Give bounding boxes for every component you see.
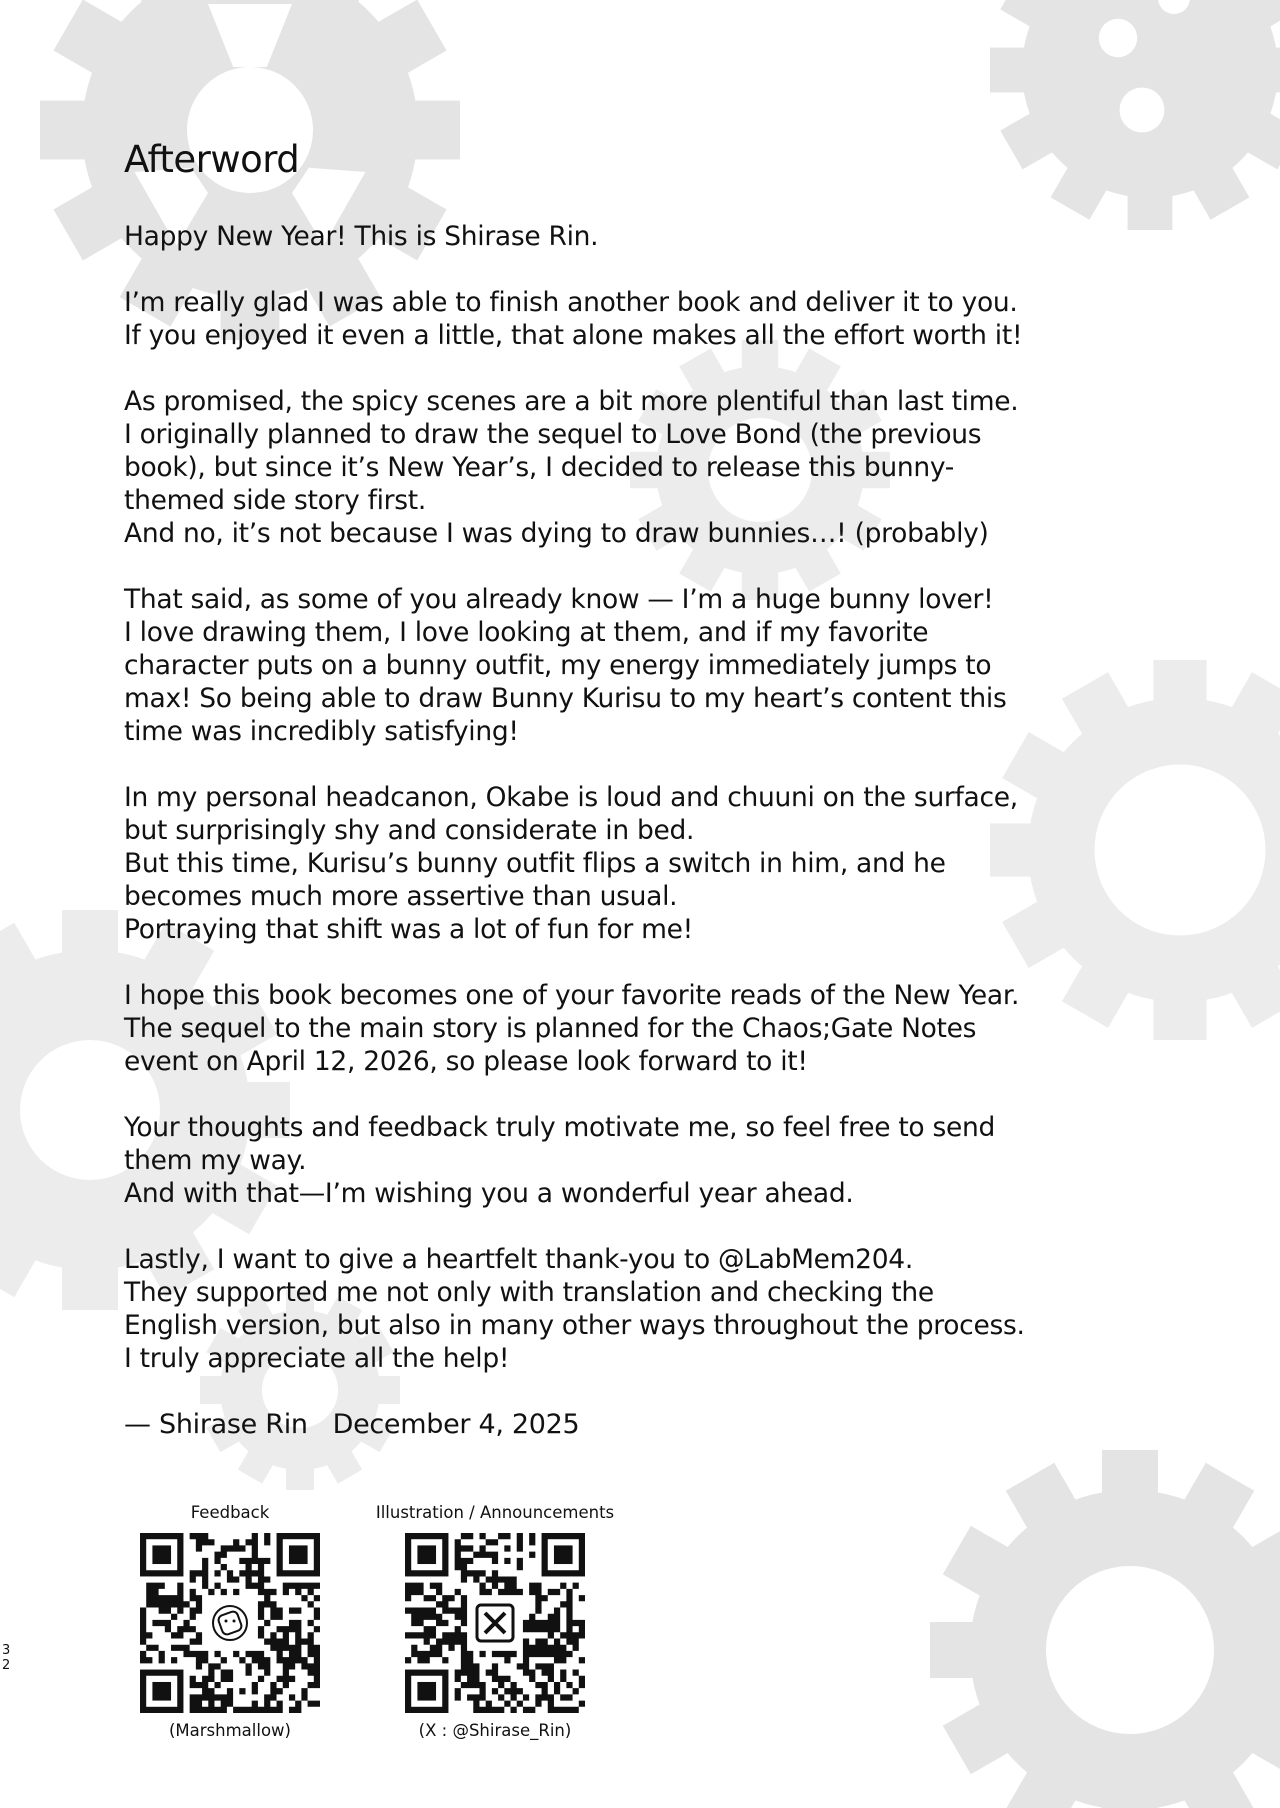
qr-finder-pattern (545, 1536, 582, 1573)
qr-label-feedback: Feedback (190, 1503, 270, 1522)
text-line: But this time, Kurisu’s bunny outfit flips a switch in him, and he (124, 848, 946, 879)
text-line: event on April 12, 2026, so please look forward to it! (124, 1046, 808, 1077)
paragraph (124, 286, 1134, 352)
text-line: I’m really glad I was able to finish another book and deliver it to you. (124, 287, 1018, 318)
text-line: As promised, the spicy scenes are a bit more plentiful than last time. (124, 386, 1019, 417)
announcements-qr-block (360, 1503, 630, 1741)
qr-finder-pattern (143, 1536, 180, 1573)
page-number-digit: 2 (2, 1658, 11, 1673)
text-line: Your thoughts and feedback truly motivate me, so feel free to send (124, 1112, 995, 1143)
text-line: In my personal headcanon, Okabe is loud and chuuni on the surface, (124, 782, 1018, 813)
paragraph (124, 979, 1134, 1078)
text-line: The sequel to the main story is planned for the Chaos;Gate Notes (124, 1013, 977, 1044)
text-line: becomes much more assertive than usual. (124, 881, 678, 912)
text-line: them my way. (124, 1145, 307, 1176)
page-number-digit: 3 (2, 1643, 11, 1658)
announcements-qr-code[interactable] (405, 1533, 585, 1713)
qr-finder-pattern (408, 1536, 445, 1573)
qr-label-announcements: Illustration / Announcements (375, 1503, 615, 1522)
text-line: but surprisingly shy and considerate in bed. (124, 815, 695, 846)
paragraph (124, 1243, 1134, 1375)
text-line: That said, as some of you already know — I’m a huge bunny lover! (124, 584, 994, 615)
page-number (2, 1643, 10, 1673)
signature-date: December 4, 2025 (332, 1409, 580, 1440)
text-line: book), but since it’s New Year’s, I decided to release this bunny- (124, 452, 954, 483)
text-line: Happy New Year! This is Shirase Rin. (124, 221, 599, 252)
qr-finder-pattern (143, 1673, 180, 1710)
qr-caption-feedback: (Marshmallow) (168, 1721, 291, 1740)
feedback-qr-code[interactable] (140, 1533, 320, 1713)
paragraph (124, 1111, 1134, 1210)
text-line: I originally planned to draw the sequel to Love Bond (the previous (124, 419, 982, 450)
qr-caption-announcements: (X : @Shirase_Rin) (418, 1721, 572, 1740)
feedback-qr-block (130, 1503, 330, 1741)
text-line: Lastly, I want to give a heartfelt thank-you to @LabMem204. (124, 1244, 913, 1275)
text-line: English version, but also in many other ways throughout the process. (124, 1310, 1025, 1341)
paragraph (124, 583, 1134, 748)
text-line: Portraying that shift was a lot of fun for me! (124, 914, 693, 945)
text-line: character puts on a bunny outfit, my energy immediately jumps to (124, 650, 992, 681)
x-logo-icon (477, 1605, 513, 1641)
signature (124, 1408, 1134, 1441)
signature-name: — Shirase Rin (124, 1409, 308, 1440)
body-paragraphs (124, 220, 1134, 1375)
paragraph (124, 385, 1134, 550)
text-line: themed side story first. (124, 485, 426, 516)
afterword-text (124, 138, 1134, 1441)
marshmallow-icon (213, 1606, 247, 1640)
text-line: I love drawing them, I love looking at them, and if my favorite (124, 617, 929, 648)
page-title: Afterword (124, 138, 300, 181)
text-line: I truly appreciate all the help! (124, 1343, 510, 1374)
text-line: They supported me not only with translation and checking the (124, 1277, 934, 1308)
qr-finder-pattern (408, 1673, 445, 1710)
gear-bottom-right (930, 1450, 1280, 1808)
qr-finder-pattern (280, 1536, 317, 1573)
text-line: time was incredibly satisfying! (124, 716, 519, 747)
paragraph (124, 781, 1134, 946)
paragraph (124, 220, 1134, 253)
text-line: And no, it’s not because I was dying to draw bunnies…! (probably) (124, 518, 989, 549)
text-line: I hope this book becomes one of your favorite reads of the New Year. (124, 980, 1020, 1011)
text-line: max! So being able to draw Bunny Kurisu to my heart’s content this (124, 683, 1007, 714)
text-line: If you enjoyed it even a little, that alone makes all the effort worth it! (124, 320, 1023, 351)
text-line: And with that—I’m wishing you a wonderful year ahead. (124, 1178, 854, 1209)
